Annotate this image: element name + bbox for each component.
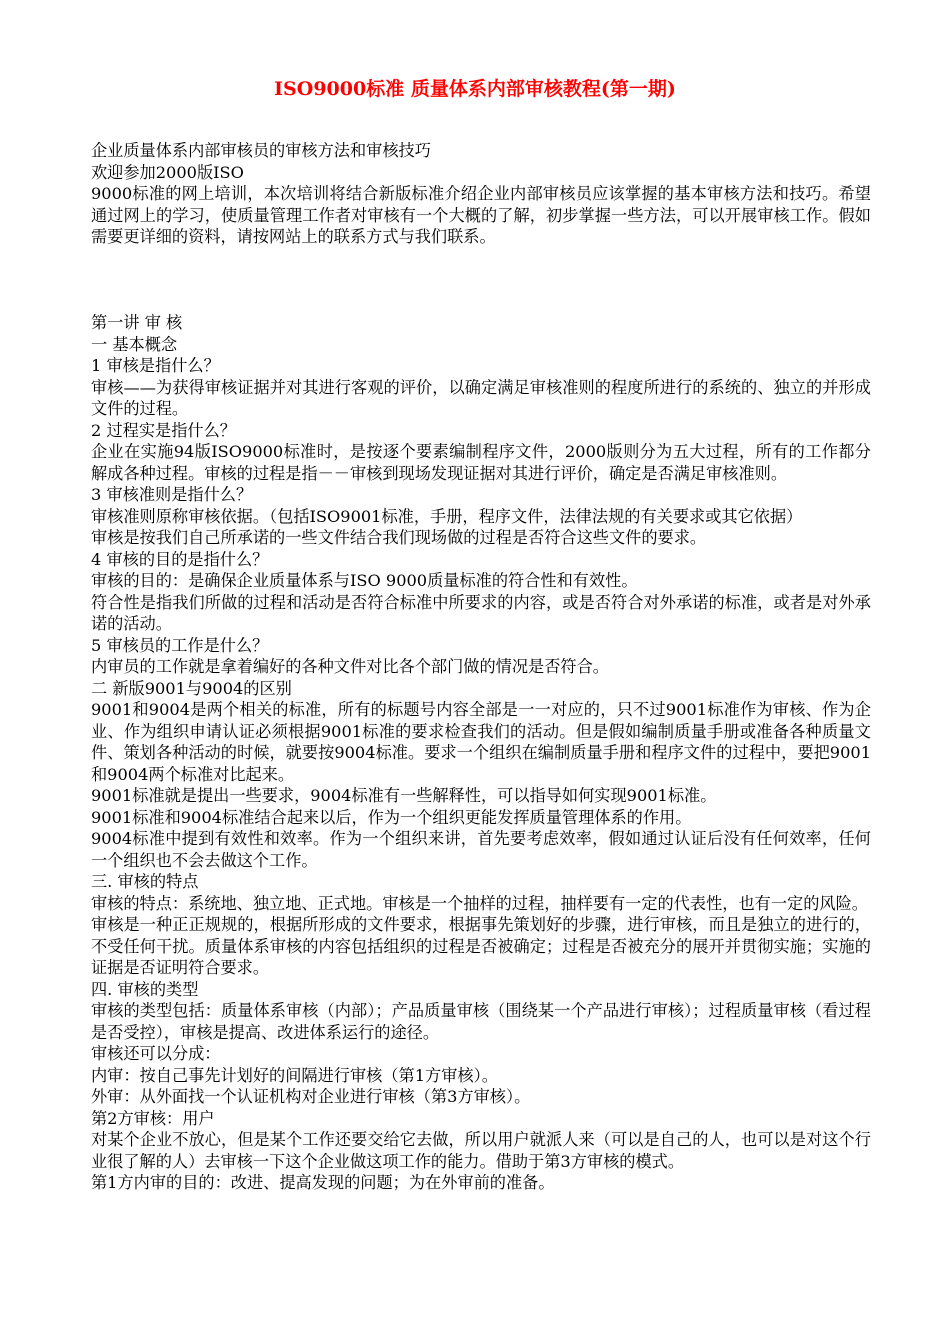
paragraph: 审核的特点：系统地、独立地、正式地。审核是一个抽样的过程，抽样要有一定的代表性，也有一定的风险。 xyxy=(91,893,868,913)
question-heading: 5 审核员的工作是什么？ xyxy=(91,635,269,655)
paragraph-intro-heading: 企业质量体系内部审核员的审核方法和审核技巧 xyxy=(91,141,431,160)
question-heading: 4 审核的目的是指什么？ xyxy=(91,549,269,569)
paragraph: 审核的类型包括：质量体系审核（内部）；产品质量审核（围绕某一个产品进行审核）；过程质量审核（看过程是否受控），审核是提高、改进体系运行的途径。 xyxy=(91,1001,871,1042)
paragraph-welcome: 欢迎参加2000版ISO xyxy=(91,162,244,182)
paragraph: 审核的目的：是确保企业质量体系与ISO 9000质量标准的符合性和有效性。 xyxy=(91,571,638,590)
paragraph: 第2方审核：用户 xyxy=(91,1108,215,1128)
section-heading: 三. 审核的特点 xyxy=(91,872,199,891)
paragraph: 审核准则原称审核依据。（包括ISO9001标准，手册，程序文件，法律法规的有关要求或其它依据） xyxy=(91,506,803,526)
paragraph: 外审：从外面找一个认证机构对企业进行审核（第3方审核）。 xyxy=(91,1087,531,1106)
question-heading: 2 过程实是指什么？ xyxy=(91,420,236,440)
paragraph: 审核是一种正正规规的，根据所形成的文件要求，根据事先策划好的步骤，进行审核，而且是独立的进行的，不受任何干扰。质量体系审核的内容包括组织的过程是否被确定；过程是否被充分的展开并贯彻实施；实施的证据是否证明符合要求。 xyxy=(91,915,871,977)
paragraph: 9001和9004是两个相关的标准，所有的标题号内容全部是一一对应的，只不过9001标准作为审核、作为企业、作为组织申请认证必须根据9001标准的要求检查我们的活动。但是假如编制质量手册或准备各种质量文件、策划各种活动的时候，就要按9004标准。要求一个组织在编制质量手册和程序文件的过程中，要把9001和9004两个标准对比起来。 xyxy=(91,700,871,784)
section-heading: 四. 审核的类型 xyxy=(91,979,199,999)
paragraph: 企业在实施94版ISO9000标准时，是按逐个要素编制程序文件，2000版则分为五大过程，所有的工作都分解成各种过程。审核的过程是指－－审核到现场发现证据对其进行评价，确定是否满足审核准则。 xyxy=(91,442,871,483)
paragraph: 9001标准和9004标准结合起来以后，作为一个组织更能发挥质量管理体系的作用。 xyxy=(91,807,692,827)
document-title: ISO9000标准 质量体系内部审核教程(第一期) xyxy=(274,78,676,100)
paragraph: 符合性是指我们所做的过程和活动是否符合标准中所要求的内容，或是否符合对外承诺的标准，或者是对外承诺的活动。 xyxy=(91,592,871,633)
section-spacer xyxy=(91,248,871,313)
question-heading: 3 审核准则是指什么？ xyxy=(91,485,253,504)
paragraph: 9001标准就是提出一些要求，9004标准有一些解释性，可以指导如何实现9001标准。 xyxy=(91,786,717,805)
section-heading: 二 新版9001与9004的区别 xyxy=(91,678,292,698)
paragraph-intro: 9000标准的网上培训，本次培训将结合新版标准介绍企业内部审核员应该掌握的基本审核方法和技巧。希望通过网上的学习，使质量管理工作者对审核有一个大概的了解，初步掌握一些方法，可以开展审核工作。假如需要更详细的资料，请按网站上的联系方式与我们联系。 xyxy=(91,184,871,246)
lecture-heading: 第一讲 审 核 xyxy=(91,313,183,332)
paragraph: 对某个企业不放心，但是某个工作还要交给它去做，所以用户就派人来（可以是自己的人，也可以是对这个行业很了解的人）去审核一下这个企业做这项工作的能力。借助于第3方审核的模式。 xyxy=(91,1130,871,1171)
paragraph: 审核还可以分成： xyxy=(91,1044,221,1063)
paragraph: 审核是按我们自己所承诺的一些文件结合我们现场做的过程是否符合这些文件的要求。 xyxy=(91,528,707,547)
paragraph: 内审：按自己事先计划好的间隔进行审核（第1方审核）。 xyxy=(91,1065,498,1085)
question-heading: 1 审核是指什么？ xyxy=(91,356,220,375)
document-body xyxy=(91,140,871,1194)
paragraph: 审核——为获得审核证据并对其进行客观的评价，以确定满足审核准则的程度所进行的系统的、独立的并形成文件的过程。 xyxy=(91,377,871,418)
paragraph: 9004标准中提到有效性和效率。作为一个组织来讲，首先要考虑效率，假如通过认证后没有任何效率，任何一个组织也不会去做这个工作。 xyxy=(91,829,871,870)
paragraph: 内审员的工作就是拿着编好的各种文件对比各个部门做的情况是否符合。 xyxy=(91,657,609,676)
paragraph: 第1方内审的目的：改进、提高发现的问题；为在外审前的准备。 xyxy=(91,1173,555,1192)
section-heading-basic-concepts: 一 基本概念 xyxy=(91,334,178,354)
